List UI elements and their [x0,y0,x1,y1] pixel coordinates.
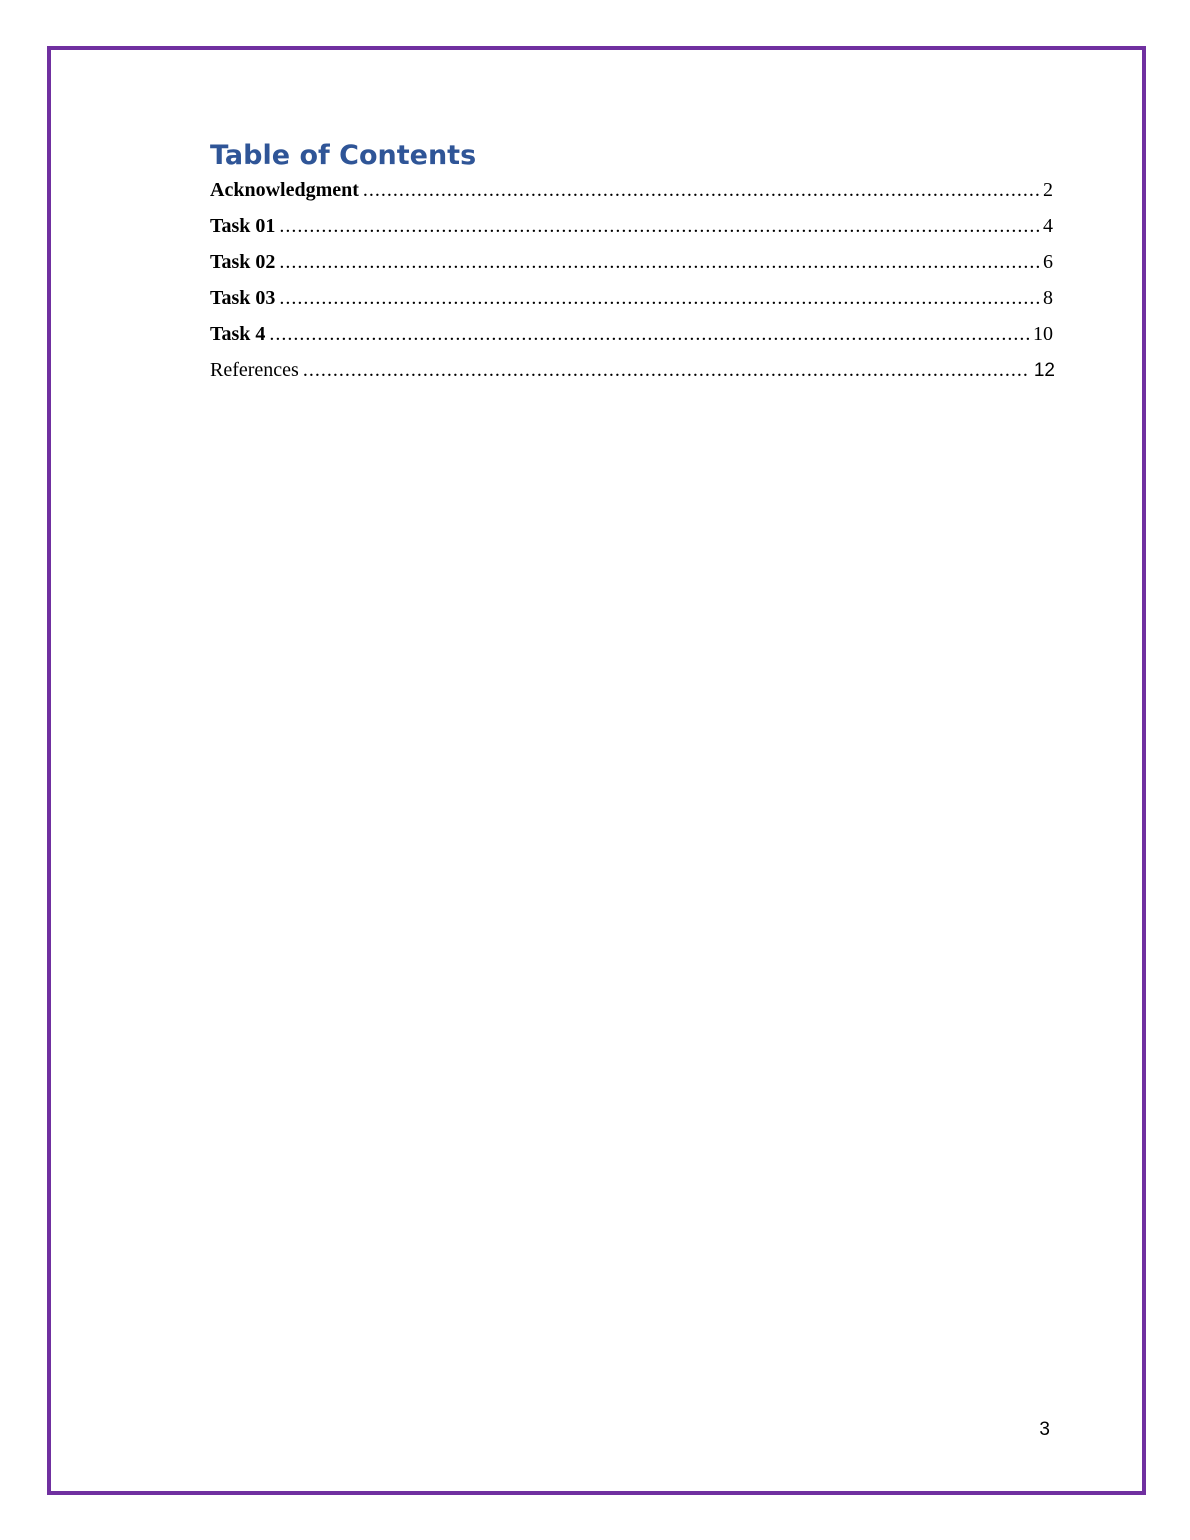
toc-entry-label: References [210,359,299,381]
toc-entry-label: Acknowledgment [210,179,359,201]
table-of-contents [210,138,1055,388]
toc-leader-dots [279,244,1039,280]
toc-entry-page: 6 [1043,251,1053,273]
toc-entry-page: 4 [1043,215,1053,237]
toc-entry-task-01[interactable] [210,208,1055,244]
toc-entry-page: 10 [1033,323,1053,345]
toc-leader-dots [363,172,1039,208]
toc-entry-page: 2 [1043,179,1053,201]
toc-entry-references[interactable] [210,352,1055,388]
toc-entry-label: Task 03 [210,287,276,309]
toc-leader-dots [303,352,1030,388]
toc-entry-task-02[interactable] [210,244,1055,280]
toc-entry-acknowledgment[interactable] [210,172,1055,208]
toc-entry-page: 8 [1043,287,1053,309]
toc-title: Table of Contents [210,140,477,171]
toc-leader-dots [279,280,1039,316]
page-number: 3 [1039,1419,1050,1440]
toc-entry-task-03[interactable] [210,280,1055,316]
toc-entry-page: 12 [1033,360,1055,381]
toc-entry-label: Task 01 [210,215,276,237]
toc-entry-label: Task 02 [210,251,276,273]
toc-entry-task-4[interactable] [210,316,1055,352]
toc-entry-label: Task 4 [210,323,266,345]
toc-leader-dots [269,316,1029,352]
toc-leader-dots [279,208,1039,244]
